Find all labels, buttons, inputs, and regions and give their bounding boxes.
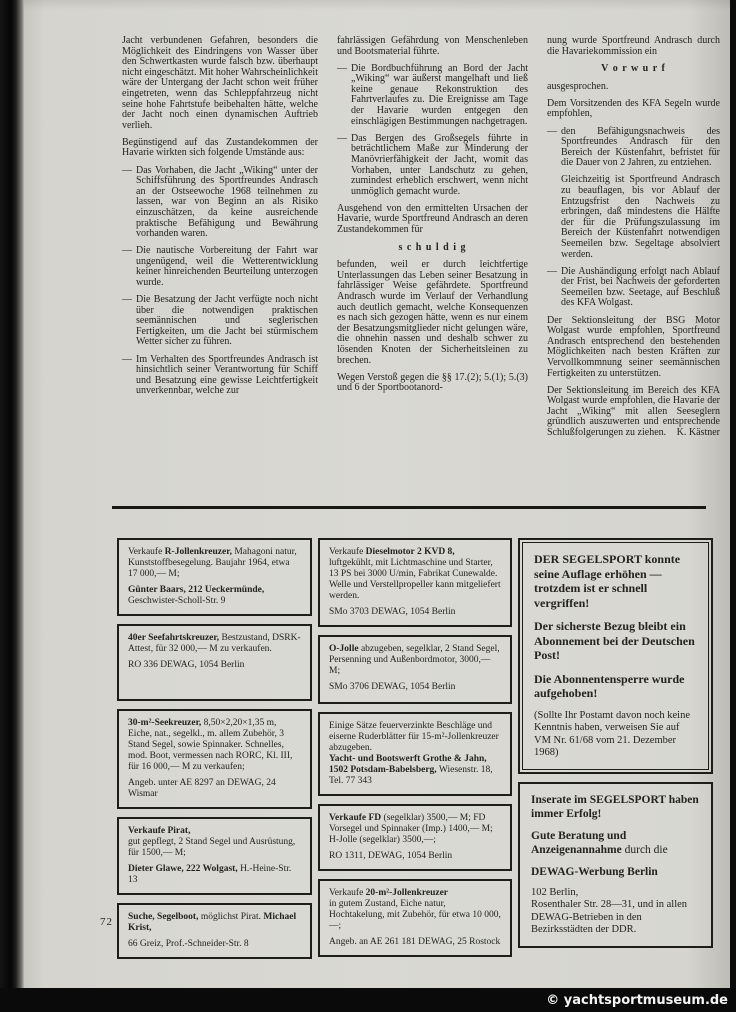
ad-column-left (117, 538, 312, 959)
ad-contact-address: Wiesenstr. 18, Tel. 77 343 (329, 765, 493, 786)
bullet-item (547, 127, 720, 169)
dash-marker: — (337, 62, 347, 74)
dash-marker: — (122, 164, 132, 176)
verdict-schuldig: s c h u l d i g (398, 241, 467, 253)
dewag-address-line1: 102 Berlin, (531, 886, 579, 898)
ad-intro: Verkaufe (329, 547, 364, 557)
paragraph-text: Der Sektionsleitung im Bereich des KFA Wolgast wurde empfohlen, die Havarie der Jacht „Wiking“ mit allen Seeseglern gründlich auszuwerten und entsprechende Schlußfolgerungen zu ziehen. (547, 384, 720, 438)
ad-title: 20-m²-Jollenkreuzer (365, 888, 449, 898)
ad-contact-address: Angeb. an AE 261 181 DEWAG, 25 Rostock (329, 937, 501, 947)
ad-body (329, 888, 501, 899)
ad-o-jolle (318, 635, 512, 704)
paragraph: Der Sektionsleitung der BSG Motor Wolgast wurde empfohlen, Sportfreund Andrasch entsprechend den bestehenden Möglichkeiten nach besten Kräften zur Vervollkommnung seiner seemännischen Fertigkeiten zu unterstützen. (547, 314, 720, 379)
ad-text: (segelklar) 3500,— M; FD Vorsegel und Spinnaker (Imp.) 1400,— M; H-Jolle (segelklar) 3500,—; (329, 813, 493, 845)
bullet-text: Die Bordbuchführung an Bord der Jacht „Wiking“ war äußerst mangelhaft und ließ keine genaue Rekonstruktion des Fahrtverlaufes zu. Die Ereignisse am Tage der Havarie wurden entgegen den einschlägigen Bestimmungen nachgetragen. (351, 62, 528, 127)
paragraph: fahrlässigen Gefährdung von Menschenleben und Bootsmaterial führte. (337, 35, 528, 57)
ad-body (329, 547, 501, 602)
paragraph: Ausgehend von den ermittelten Ursachen der Havarie, wurde Sportfreund Andrasch an deren Zustandekommen für (337, 202, 528, 235)
ad-body (128, 633, 301, 655)
ad-fd (318, 804, 512, 871)
dash-marker: — (547, 265, 557, 277)
ad-text: abzugeben, segelklar, 2 Stand Segel, Persenning und Außenbordmotor, 3000,— M; (329, 644, 500, 676)
dash-marker: — (122, 294, 132, 306)
dewag-plain-text: durch die (624, 843, 668, 856)
ad-contact (128, 778, 301, 800)
ad-contact (329, 682, 501, 693)
promo-headline: DER SEGELSPORT konnte seine Auflage erhöhen — trotzdem ist er schnell vergriffen! (534, 552, 681, 610)
bullet-text: den Befähigungsnachweis des Sportfreundes Andrasch für den Bereich der Küstenfahrt, befristet für die Dauer von 2 Jahren, zu entziehen. (561, 125, 720, 169)
promo-line: Die Abonnentensperre wurde aufgehoben! (534, 671, 685, 700)
ad-pirat (117, 817, 312, 895)
bullet-item (122, 166, 318, 240)
article-column-1 (122, 36, 318, 445)
promo-line: Der sicherste Bezug bleibt ein Abonnement bei der Deutschen Post! (534, 619, 695, 662)
ad-jollenkreuzer-20 (318, 879, 512, 957)
ad-text: Einige Sätze feuerverzinkte Beschläge und eiserne Ruderblätter für 15-m²-Jollenkreuzer abzugeben. (329, 721, 499, 753)
paragraph: ausgesprochen. (547, 80, 609, 92)
promo-note: (Sollte Ihr Postamt davon noch keine Kenntnis haben, verweisen Sie auf VM Nr. 61/68 vom 21. Dezember 1968) (534, 709, 691, 758)
ad-contact-address: Angeb. unter AE 8297 an DEWAG, 24 Wismar (128, 778, 276, 799)
ad-contact-name: Michael Krist, (128, 912, 297, 933)
bullet-item (547, 267, 720, 309)
ad-contact (128, 864, 301, 886)
paragraph: Jacht verbundenen Gefahren, besonders die Möglichkeit des Eindringens von Wasser über den Schwertkasten wurde falsch bzw. überhaupt nicht eingeschätzt. Mit hoher Wahrscheinlichkeit wäre der Untergang der Jacht schon weit früher eingetreten, wenn das Schleppfahrzeug nicht seine hohe Fahrtstufe beibehalten hätte, welche der Jacht noch einen dynamischen Auftrieb verlieh. (122, 35, 318, 131)
bullet-text: Die Besatzung der Jacht verfügte noch nicht über die notwendigen praktischen seemännischen und seglerischen Fertigkeiten, um die Jacht bei stürmischem Wetter sicher zu führen. (136, 294, 318, 348)
bullet-text: Die Aushändigung erfolgt nach Ablauf der Frist, bei Nachweis der geforderten Seemeilen bzw. Seetage, auf Beschluß des KFA Wolgast. (561, 265, 720, 309)
bullet-text: Die nautische Vorbereitung der Fahrt war ungenügend, weil die Wetterentwicklung keiner hinreichenden Beurteilung unterzogen wurde. (136, 245, 318, 288)
segelsport-promo-inner (522, 542, 709, 770)
dewag-line (531, 829, 700, 857)
ad-text: gut gepflegt, 2 Stand Segel und Ausrüstung, für 1500,— M; (128, 837, 296, 858)
ad-contact (128, 939, 301, 950)
paragraph-with-signature (547, 386, 720, 439)
magazine-page (24, 0, 730, 988)
bullet-text: Das Vorhaben, die Jacht „Wiking“ unter der Schiffsführung des Sportfreundes Andrasch an der Ostseewoche 1968 teilnehmen zu lassen, war von Beginn an als Risiko einzuschätzen, da keine ausreichende praktische Befähigung und Bewährung vorhanden waren. (136, 164, 318, 240)
ad-contact-name: Günter Baars, 212 Ueckermünde, (128, 585, 265, 595)
segelsport-promo-box (518, 538, 713, 774)
paragraph: befunden, weil er durch leichtfertige Unterlassungen das Leben seiner Besatzung in fahrlässiger Weise gefährdete. Sportfreund Andrasch wurde im Verlauf der Verhandlung auch deutlich gemacht, welche Konsequenzen es nach sich gezogen hätte, wenn es nur einem der Besatzungsmitglieder nicht gelungen wäre, die ohnehin nassen und deshalb schwer zu lösenden Knoten der Sicherheitsleinen zu brechen. (337, 259, 528, 366)
article-column-3 (547, 36, 720, 445)
ad-contact-name: Dieter Glawe, 222 Wolgast, (128, 864, 238, 874)
ad-suche-segelboot (117, 903, 312, 959)
ad-contact (329, 851, 501, 862)
ad-body (128, 826, 301, 837)
dash-marker: — (122, 245, 132, 257)
bullet-item (337, 134, 528, 198)
ad-title: O-Jolle (329, 644, 359, 654)
ad-body (128, 718, 301, 773)
ad-contact-name: Yacht- und Bootswerft Grothe & Jahn, 1502 Potsdam-Babelsberg, (329, 754, 487, 775)
author-signature: K. Kästner (676, 427, 720, 438)
bullet-item (122, 246, 318, 288)
ad-contact (329, 754, 501, 787)
ad-column-right (518, 538, 713, 948)
dash-marker: — (122, 353, 132, 365)
ad-title: Suche, Segelboot, (128, 912, 199, 922)
ad-contact-address: SMo 3706 DEWAG, 1054 Berlin (329, 682, 456, 692)
ad-title: R-Jollenkreuzer, (164, 547, 232, 557)
ad-r-jollenkreuzer (117, 538, 312, 616)
ad-contact (329, 937, 501, 948)
ad-contact-address: RO 336 DEWAG, 1054 Berlin (128, 660, 245, 670)
ad-contact-address: RO 1311, DEWAG, 1054 Berlin (329, 851, 453, 861)
verdict-vorwurf: V o r w u r f (601, 63, 666, 75)
bullet-text: Das Bergen des Großsegels führte in beträchtlichem Maße zur Minderung der Manövrierfähigkeit der Jacht, womit das Vorhaben, unter Landschutz zu gehen, zumindest erheblich erschwert, wenn nicht unmöglich gemacht wurde. (351, 132, 528, 197)
ad-body (329, 644, 501, 677)
section-divider-rule (112, 506, 706, 509)
ad-text: 8,50×2,20×1,35 m, Eiche, nat., segelkl., m. allem Zubehör, 3 Stand Segel, sowie Spinnaker. Schnelles, mod. Boot, vermessen nach RORC, Kl. III, für 16 000,— M zu verkaufen; (128, 718, 293, 772)
paragraph: Wegen Verstoß gegen die §§ 17.(2); 5.(1); 5.(3) und 6 der Sportbootanord- (337, 371, 528, 394)
ad-text: möglichst Pirat. (200, 912, 262, 922)
ad-intro: Verkaufe (329, 888, 364, 898)
ad-contact (128, 660, 301, 671)
ad-body (329, 721, 501, 754)
bullet-item (122, 295, 318, 348)
dewag-address-line2: Rosenthaler Str. 28—31, und in allen DEWAG-Betrieben in den Bezirksstädten der DDR. (531, 899, 688, 935)
page-number: 72 (100, 916, 113, 928)
paragraph: Begünstigend auf das Zustandekommen der Havarie wirkten sich folgende Umstände aus: (122, 136, 318, 159)
ad-seekreuzer (117, 709, 312, 809)
article-columns (122, 36, 720, 445)
ad-title: 40er Seefahrtskreuzer, (128, 633, 220, 643)
bullet-text: Im Verhalten des Sportfreundes Andrasch ist hinsichtlich seiner Verantwortung für Schiff und Besatzung eine gewisse Leichtfertigkeit unverkennbar, welche zur (136, 353, 318, 397)
bullet-continuation: Gleichzeitig ist Sportfreund Andrasch zu beauflagen, bis vor Ablauf der Entzugsfrist den Nachweis zu erbringen, daß mindestens die Hälfte der für die Prüfungszulassung im Bereich der Küstenfahrt notwendigen Seemeilen bzw. Segeltage absolviert werden. (561, 174, 720, 260)
dewag-address (531, 887, 700, 937)
ad-contact-address: SMo 3703 DEWAG, 1054 Berlin (329, 607, 456, 617)
dash-marker: — (337, 132, 347, 144)
bullet-item (337, 64, 528, 128)
dewag-bold-text: Gute Beratung und Anzeigenannahme (531, 829, 627, 856)
ad-title: Verkaufe FD (329, 813, 382, 823)
ad-text: Mahagoni natur, Kunststoffbesegelung. Baujahr 1964, etwa 17 000,— M; (128, 547, 297, 579)
book-binding-strip (0, 0, 24, 1012)
ad-title: Verkaufe Pirat, (128, 826, 191, 836)
ad-contact (128, 585, 301, 607)
dash-marker: — (547, 125, 557, 137)
ad-dieselmotor (318, 538, 512, 627)
ad-text: in gutem Zustand, Eiche natur, Hochtakelung, mit Zubehör, für etwa 10 000,—; (329, 899, 501, 931)
watermark: © yachtsportmuseum.de (546, 992, 728, 1008)
paragraph: Dem Vorsitzenden des KFA Segeln wurde empfohlen, (547, 97, 720, 120)
article-column-2 (337, 36, 528, 445)
classified-ads (117, 538, 713, 959)
dewag-ad-box (518, 782, 713, 948)
ad-seefahrtskreuzer (117, 624, 312, 701)
dewag-headline: Inserate im SEGELSPORT haben immer Erfolg! (531, 793, 699, 820)
ad-title: Dieselmotor 2 KVD 8, (365, 547, 455, 557)
ad-contact (329, 607, 501, 618)
ad-title: 30-m²-Seekreuzer, (128, 718, 202, 728)
ad-body (128, 912, 301, 934)
ad-contact-address: 66 Greiz, Prof.-Schneider-Str. 8 (128, 939, 249, 949)
scan-bottom-bar (0, 988, 736, 1012)
ad-body (128, 547, 301, 580)
ad-contact-address: H.-Heine-Str. 13 (128, 864, 292, 885)
ad-text: luftgekühlt, mit Lichtmaschine und Starter, 13 PS bei 3000 U/min, Fabrikat Cunewalde. Welle und Verstellpropeller kann mitgeliefert werden. (329, 558, 501, 601)
dewag-brand: DEWAG-Werbung Berlin (531, 865, 658, 878)
ad-body (329, 813, 501, 846)
ad-column-middle (318, 538, 512, 957)
bullet-item (122, 355, 318, 397)
ad-intro: Verkaufe (128, 547, 163, 557)
ad-contact-address: Geschwister-Scholl-Str. 9 (128, 596, 226, 606)
ad-text: Bestzustand, DSRK-Attest, für 32 000,— M zu verkaufen. (128, 633, 301, 654)
paragraph: nung wurde Sportfreund Andrasch durch die Havariekommission ein (547, 35, 720, 57)
ad-beschlaege (318, 712, 512, 796)
